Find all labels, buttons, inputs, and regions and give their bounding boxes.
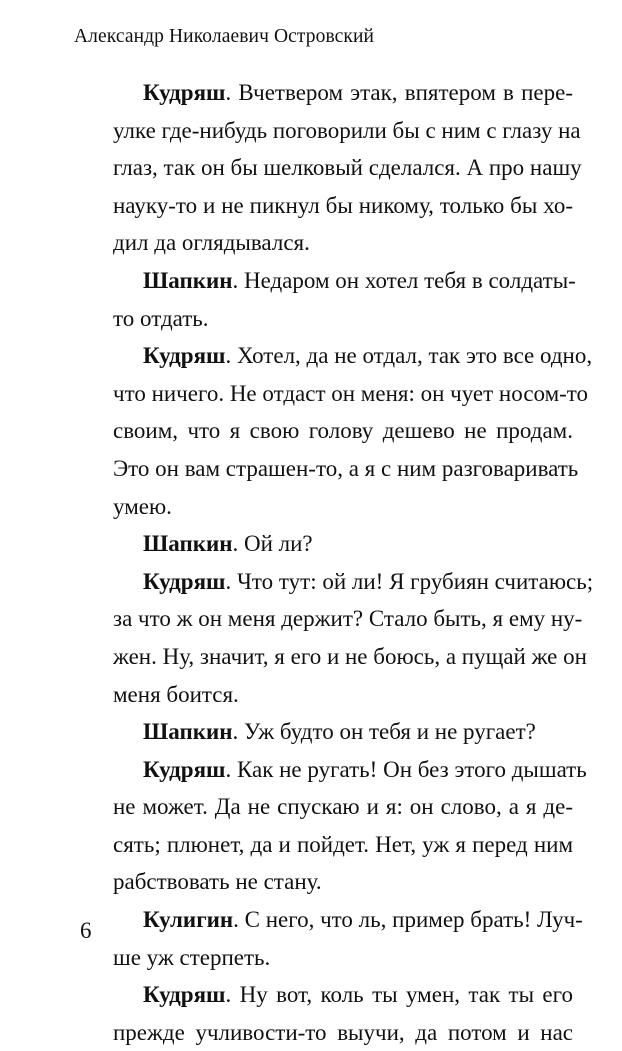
line-text: . Ну вот, коль ты умен, так ты его [225, 982, 573, 1008]
running-head: Александр Николаевич Островский [74, 26, 375, 47]
text-line [113, 751, 587, 789]
line-text: дил да оглядывался. [113, 230, 310, 256]
line-text: . С него, что ль, пример брать! Луч- [233, 907, 583, 933]
line-text: Это он вам страшен-то, а я с ним разговаривать [113, 455, 579, 481]
line-text: науку-то и не пикнул бы никому, только бы хо- [113, 192, 573, 218]
line-text: сять; плюнет, да и пойдет. Нет, уж я перед ним [113, 831, 573, 857]
text-line [113, 488, 573, 526]
text-line [113, 1014, 573, 1051]
line-text: то отдать. [113, 305, 209, 331]
line-text: улке где-нибудь поговорили бы с ним с глазу на [113, 117, 581, 143]
text-line [113, 224, 573, 262]
line-text: не может. Да не спускаю и я: он слово, а я де- [113, 794, 573, 820]
speaker-name: Кудряш [143, 568, 226, 594]
line-text: . Ой ли? [232, 531, 313, 557]
speaker-name: Кудряш [143, 343, 226, 369]
line-text: жен. Ну, значит, я его и не боюсь, а пущай же он [113, 643, 587, 669]
line-text: что ничего. Не отдаст он меня: он чует носом-то [113, 380, 589, 406]
text-line [113, 412, 573, 450]
line-text: за что ж он меня держит? Стало быть, я ему ну- [113, 606, 583, 632]
speaker-name: Кудряш [143, 80, 226, 105]
page-number: 6 [80, 918, 92, 943]
text-line [113, 525, 573, 563]
text-line [113, 863, 573, 901]
speaker-name: Шапкин [143, 267, 233, 293]
speaker-name: Шапкин [143, 531, 233, 557]
line-text: . Хотел, да не отдал, так это все одно, [225, 343, 593, 369]
line-text: прежде учливости-то выучи, да потом и нас [113, 1019, 573, 1045]
text-line [113, 74, 573, 112]
line-text: . Как не ругать! Он без этого дышать [225, 756, 587, 782]
text-line [113, 713, 573, 751]
text-line [113, 788, 573, 826]
text-line [113, 976, 573, 1014]
line-text: . Вчетвером этак, впятером в пере- [225, 80, 573, 105]
text-line [113, 375, 589, 413]
text-line [113, 187, 573, 225]
text-line [113, 638, 587, 676]
line-text: своим, что я свою голову дешево не продам. [113, 418, 573, 444]
text-line [113, 112, 581, 150]
text-line [113, 939, 573, 977]
line-text: глаз, так он бы шелковый сделался. А про нашу [113, 155, 582, 181]
speaker-name: Шапкин [143, 719, 233, 745]
line-text: . Что тут: ой ли! Я грубиян считаюсь; [225, 568, 594, 594]
text-line [113, 600, 583, 638]
speaker-name: Кудряш [143, 756, 226, 782]
text-line [113, 563, 594, 601]
line-text: ше уж стерпеть. [113, 944, 271, 970]
text-line [113, 450, 579, 488]
line-text: рабствовать не стану. [113, 869, 322, 895]
line-text: . Недаром он хотел тебя в солдаты- [232, 267, 576, 293]
text-line [113, 262, 576, 300]
text-line [113, 300, 573, 338]
text-line [113, 676, 573, 714]
text-line [113, 149, 582, 187]
text-line [113, 337, 593, 375]
speaker-name: Кудряш [143, 982, 226, 1008]
line-text: . Уж будто он тебя и не ругает? [232, 719, 536, 745]
body-text [113, 74, 594, 1051]
line-text: меня боится. [113, 681, 239, 707]
text-line [113, 901, 583, 939]
text-line [113, 826, 573, 864]
line-text: умею. [113, 493, 172, 519]
speaker-name: Кулигин [143, 907, 234, 933]
